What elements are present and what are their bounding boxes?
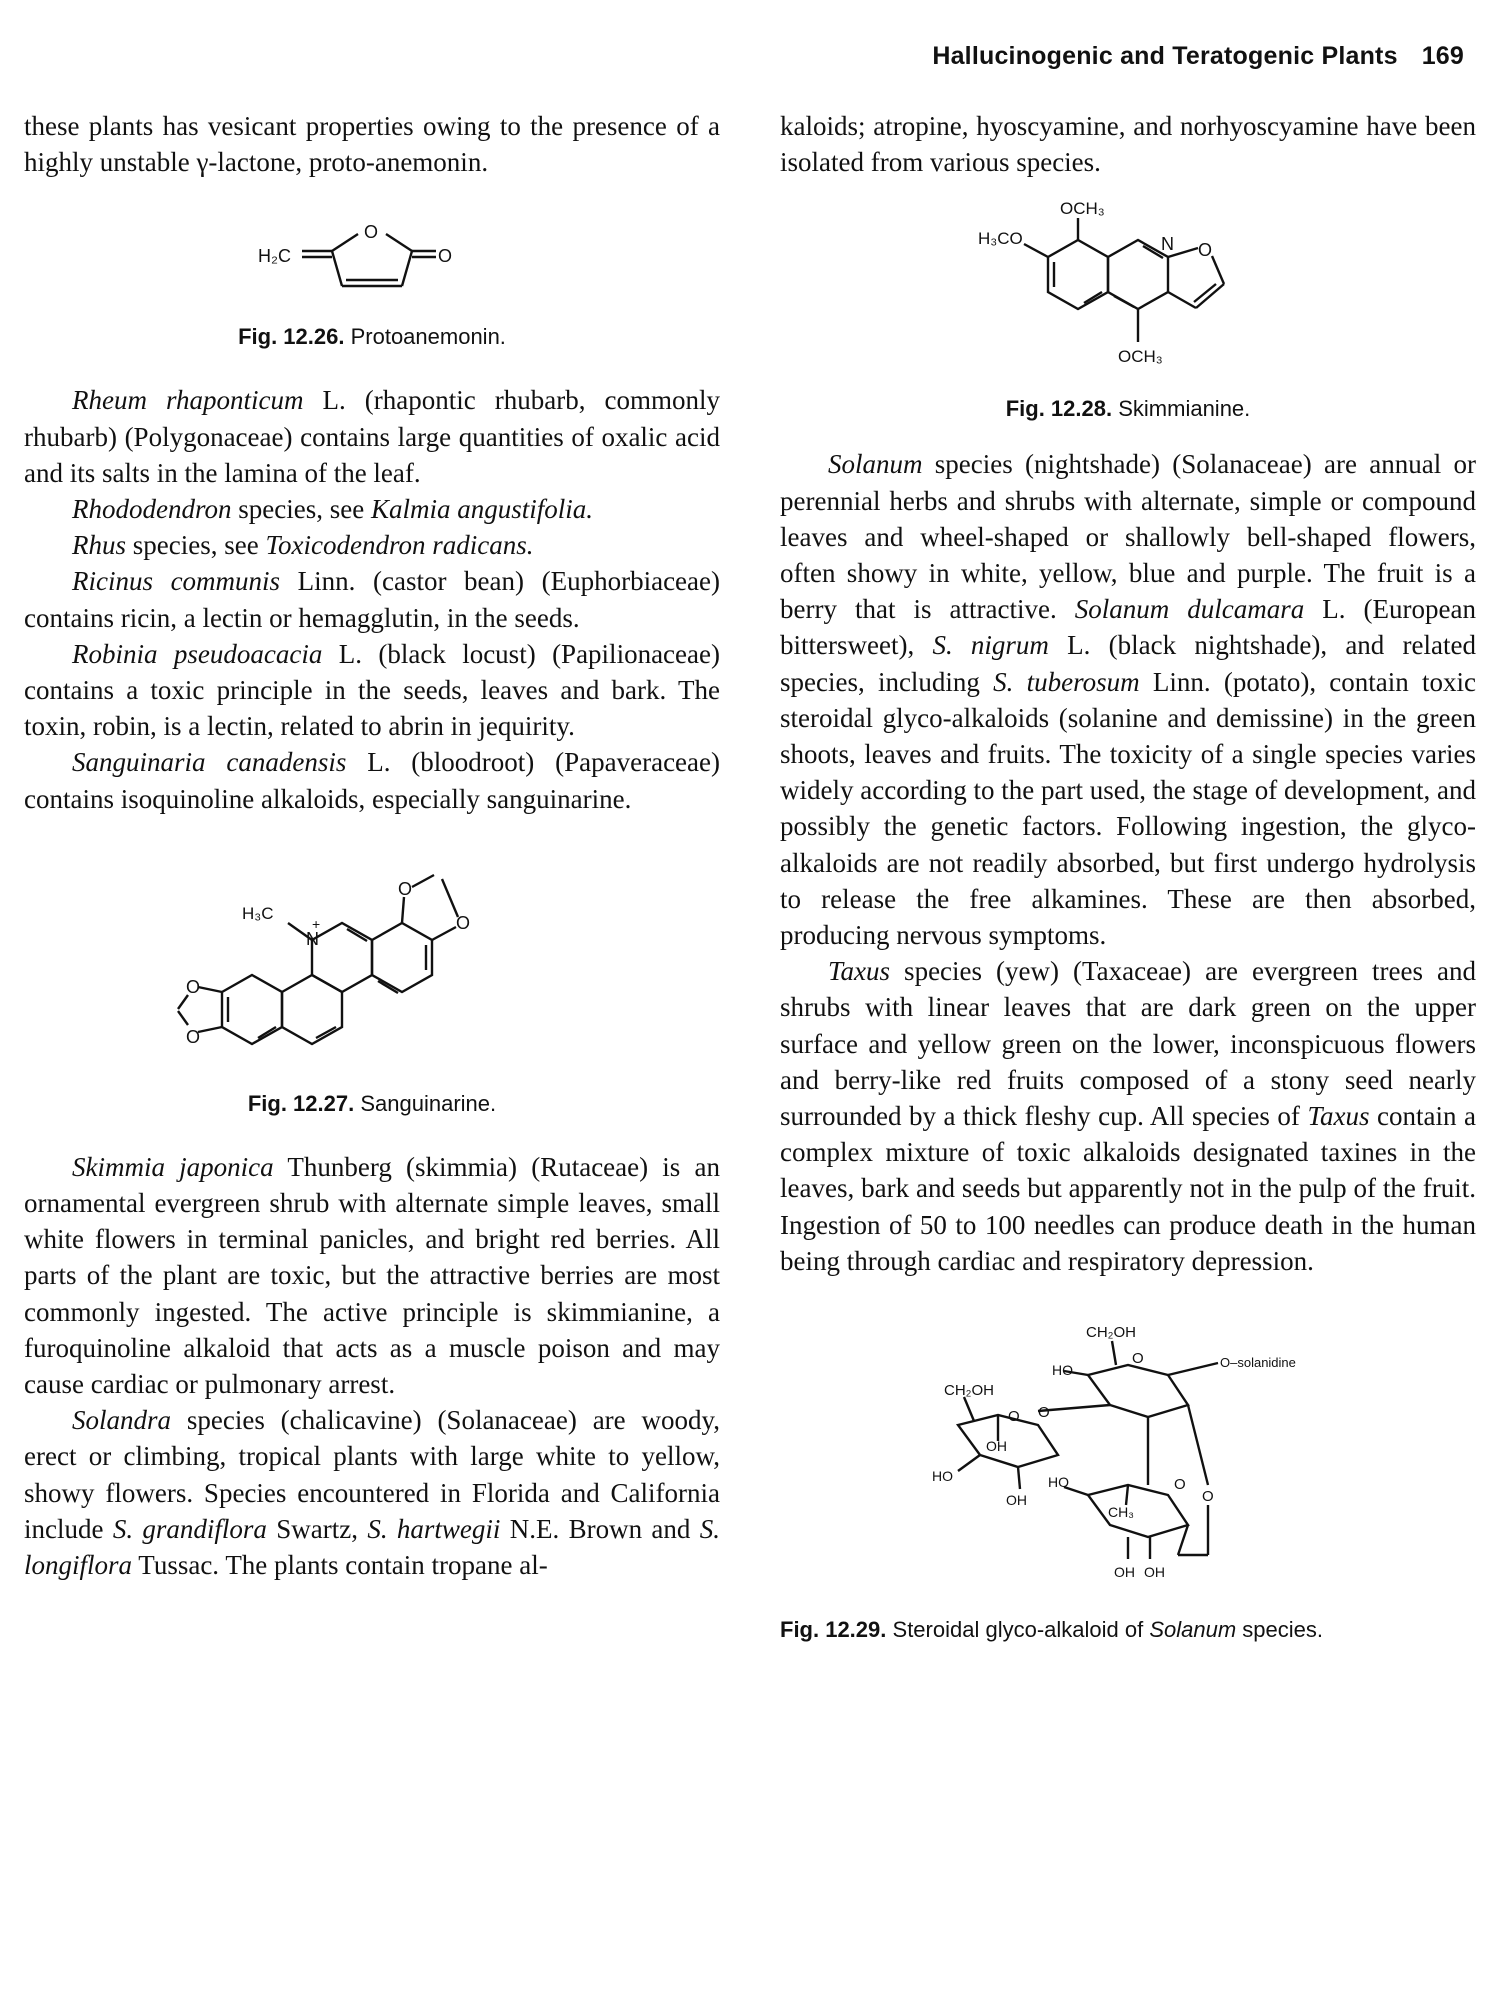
atom-ch3: H₃C xyxy=(242,903,274,923)
atom-o-carbonyl: O xyxy=(438,246,453,267)
atom-o-ring: O xyxy=(364,222,379,243)
species-name: Rhus xyxy=(72,530,126,561)
species-name: Sanguinaria canadensis xyxy=(72,747,347,778)
entry-taxus: Taxus species (yew) (Taxaceae) are evergreen trees and shrubs with linear leaves that are dark green on the upper surface and yellow green on the lower, inconspicuous flowers and berry-like red fruits composed of a stony seed nearly surrounded by a thick fleshy cup. All species of Taxus contain a complex mixture of toxic alkaloids designated taxines in the leaves, bark and seeds but apparently not in the pulp of the fruit. Ingestion of 50 to 100 needles can produce death in the human being through cardiac and respiratory depression. xyxy=(780,956,1476,1276)
entry-solanum: Solanum species (nightshade) (Solanaceae) are annual or perennial herbs and shrubs with alternate, simple or compound leaves and wheel-shaped or shallowly bell-shaped flowers, often showy in white, yellow, blue and purple. The fruit is a berry that is attractive. Solanum dulcamara L. (European bittersweet), S. nigrum L. (black nightshade), and related species, including S. tuberosum Linn. (potato), contain toxic steroidal glyco-alkaloids (solanine and demissine) in the green shoots, leaves and fruits. The toxicity of a single species varies widely according to the part used, the stage of development, and possibly the genetic factors. Following ingestion, the glyco-alkaloids are not readily absorbed, but first undergo hydrolysis to release the free alkamines. These are then absorbed, producing nervous symptoms. xyxy=(780,449,1476,951)
atom-ho: HO xyxy=(1048,1474,1069,1491)
species-name: Solandra xyxy=(72,1405,172,1436)
species-name: Rheum rhaponticum xyxy=(72,385,304,416)
atom-och3-top: OCH₃ xyxy=(1060,199,1105,219)
species-name: Robinia pseudoacacia xyxy=(72,638,323,669)
caption-12-26 xyxy=(24,322,720,352)
atom-o: O xyxy=(1202,1488,1214,1506)
atom-o: O xyxy=(186,1026,201,1047)
species-name: Rhododendron xyxy=(72,494,232,525)
atom-ch2oh: CH₂OH xyxy=(1086,1324,1136,1342)
running-header xyxy=(932,42,1464,71)
entry-ricinus: Ricinus communis Linn. (castor bean) (Euphorbiaceae) contains ricin, a lectin or hemagglutin, in the seeds. xyxy=(24,566,720,633)
skimmianine-structure xyxy=(938,192,1318,392)
cross-reference: Toxicodendron radicans. xyxy=(265,530,534,561)
figure-caption-text: Skimmianine. xyxy=(1118,396,1251,422)
figure-12-28 xyxy=(780,192,1476,424)
atom-ch2oh: CH₂OH xyxy=(944,1382,994,1400)
atom-h3co: H₃CO xyxy=(978,229,1023,249)
page-number: 169 xyxy=(1421,42,1464,70)
left-column xyxy=(24,108,720,1583)
figure-12-29 xyxy=(780,1305,1476,1645)
entry-robinia: Robinia pseudoacacia L. (black locust) (Papilionaceae) contains a toxic principle in the seeds, leaves and bark. The toxin, robin, is a lectin, related to abrin in jequirity. xyxy=(24,638,720,742)
atom-o-solanidine: O–solanidine xyxy=(1220,1355,1296,1371)
atom-o: O xyxy=(1132,1350,1144,1368)
figure-caption-text: Steroidal glyco-alkaloid of xyxy=(892,1617,1150,1643)
atom-plus: + xyxy=(312,915,321,932)
atom-oh: OH xyxy=(986,1438,1007,1455)
atom-ho: HO xyxy=(1052,1362,1073,1379)
figure-label: Fig. 12.28. xyxy=(1005,396,1113,422)
species-name: Taxus xyxy=(828,956,891,987)
atom-oh: OH xyxy=(1114,1564,1135,1581)
atom-n: N xyxy=(1161,234,1174,255)
atom-ch3: CH₃ xyxy=(1108,1504,1134,1521)
atom-ch2: H₂C xyxy=(258,246,291,267)
atom-n: N xyxy=(306,928,319,949)
atom-o: O xyxy=(456,912,471,933)
paragraph-anemonin: these plants has vesicant properties owing to the presence of a highly unstable γ-lactone, proto-anemonin. xyxy=(24,111,720,178)
atom-oh: OH xyxy=(1144,1564,1165,1581)
right-column xyxy=(780,108,1476,1645)
entry-sanguinaria: Sanguinaria canadensis L. (bloodroot) (Papaveraceae) contains isoquinoline alkaloids, especially sanguinarine. xyxy=(24,747,720,814)
cross-reference: Kalmia angustifolia. xyxy=(370,494,593,525)
atom-o: O xyxy=(186,976,201,997)
running-title: Hallucinogenic and Teratogenic Plants xyxy=(932,42,1398,70)
entry-rhus: Rhus species, see Toxicodendron radicans. xyxy=(72,530,534,561)
paragraph-tropane-continued: kaloids; atropine, hyoscyamine, and norhyoscyamine have been isolated from various species. xyxy=(780,111,1476,178)
figure-label: Fig. 12.27. xyxy=(247,1090,355,1116)
entry-solandra: Solandra species (chalicavine) (Solanaceae) are woody, erect or climbing, tropical plants with large white to yellow, showy flowers. Species encountered in Florida and California include S. grandiflora Swartz, S. hartwegii N.E. Brown and S. longiflora Tussac. The plants contain tropane al- xyxy=(24,1405,720,1581)
species-name: Solanum xyxy=(828,449,923,480)
atom-o: O xyxy=(1174,1476,1186,1494)
figure-label: Fig. 12.29. xyxy=(780,1617,887,1643)
caption-12-28 xyxy=(780,394,1476,424)
atom-och3-bottom: OCH₃ xyxy=(1118,347,1163,367)
atom-o: O xyxy=(1038,1404,1050,1422)
figure-12-27 xyxy=(24,847,720,1119)
atom-o: O xyxy=(398,878,413,899)
caption-12-29: Fig. 12.29. Steroidal glyco-alkaloid of Solanum species. xyxy=(780,1617,1323,1643)
entry-skimmia: Skimmia japonica Thunberg (skimmia) (Rutaceae) is an ornamental evergreen shrub with alternate simple leaves, small white flowers in terminal panicles, and bright red berries. All parts of the plant are toxic, but the attractive berries are most commonly ingested. The active principle is skimmianine, a furoquinoline alkaloid that acts as a muscle poison and may cause cardiac or pulmonary arrest. xyxy=(24,1151,720,1400)
species-name: Skimmia japonica xyxy=(72,1151,274,1182)
atom-o: O xyxy=(1198,240,1213,261)
atom-ho: HO xyxy=(932,1468,953,1485)
sanguinarine-structure xyxy=(142,847,602,1087)
atom-oh: OH xyxy=(1006,1492,1027,1509)
figure-label: Fig. 12.26. xyxy=(238,324,345,350)
figure-caption-text: Sanguinarine. xyxy=(360,1090,497,1116)
species-name: Ricinus communis xyxy=(72,566,281,597)
glyco-alkaloid-structure xyxy=(888,1305,1368,1605)
caption-12-27 xyxy=(24,1089,720,1119)
figure-12-26 xyxy=(24,196,720,352)
protoanemonin-structure xyxy=(222,196,522,316)
atom-o: O xyxy=(1008,1408,1020,1426)
entry-rhododendron: Rhododendron species, see Kalmia angustifolia. xyxy=(72,494,593,525)
entry-rheum: Rheum rhaponticum L. (rhapontic rhubarb, commonly rhubarb) (Polygonaceae) contains large quantities of oxalic acid and its salts in the lamina of the leaf. xyxy=(24,385,721,488)
figure-caption-text: Protoanemonin. xyxy=(350,324,506,350)
